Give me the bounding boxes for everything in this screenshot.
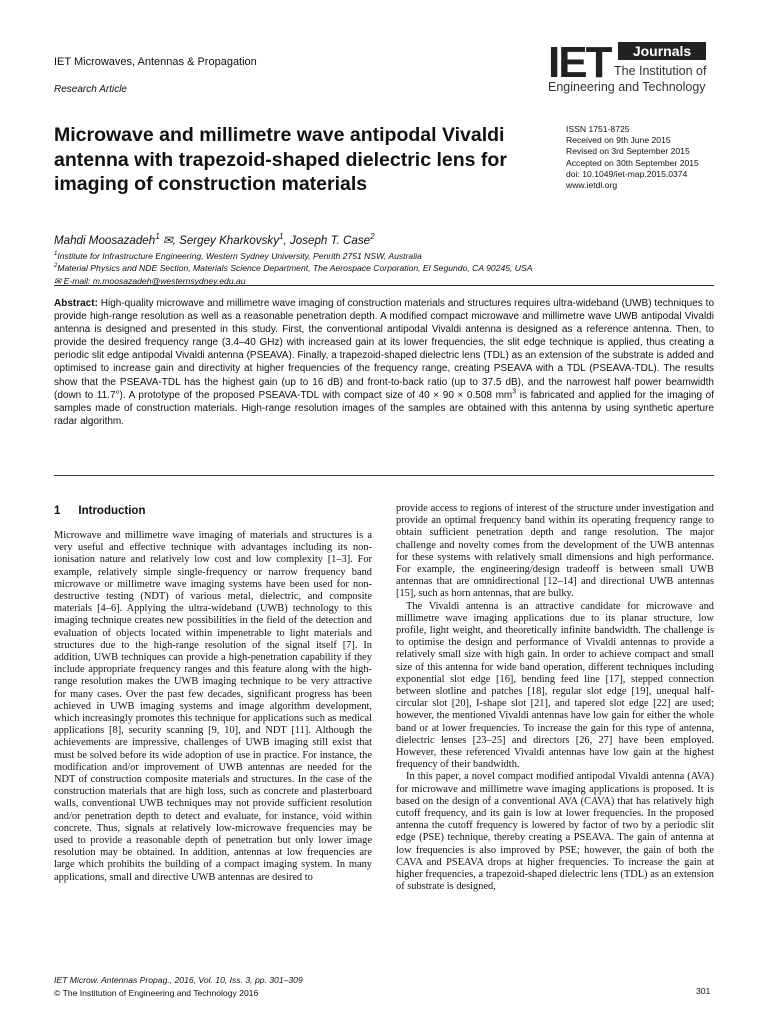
corresponding-email[interactable]: ✉ E-mail: m.moosazadeh@westernsydney.edu.au [54,275,246,286]
section-title: Introduction [78,505,146,517]
accepted-date: Accepted on 30th September 2015 [566,157,699,168]
issn: ISSN 1751-8725 [566,124,630,134]
logo-mark: IET [548,38,611,87]
left-column [54,504,372,884]
affiliation-1 [54,250,734,262]
divider-bottom [54,475,714,476]
website-link[interactable]: www.ietdl.org [566,180,618,191]
logo-line-1: The Institution of [614,64,707,78]
revised-date: Revised on 3rd September 2015 [566,146,690,157]
abstract [54,297,714,428]
abstract-text-2: is fabricated and applied for the imaging of samples made of construction materials. High-range resolution images of the samples are obtained with this antenna by using synthetic aperture radar algorithm. [54,389,715,427]
publication-info [566,124,746,191]
author-1-affil: 1 [155,232,160,242]
received-date: Received on 9th June 2015 [566,135,671,146]
affiliation-2-num: 2 [54,263,58,270]
logo-line-2: Engineering and Technology [548,80,706,94]
right-paragraph-1: provide access to regions of interest of the structure under investigation and provide an optimal frequency band within its operating frequency range to obtain sufficient penetration depth and range resolution. The major challenge and novelty comes from the development of the UWB antennas for these systems with relatively small dimensions and high performance. For example, the engineering/design tradeoff is between small UWB antennas that are omnidirectional [12–14] and directional UWB antennas [15], such as horn antennas, that are bulky. [396,503,714,600]
affiliations [54,250,734,287]
footer-citation: IET Microw. Antennas Propag., 2016, Vol. 10, Iss. 3, pp. 301–309 [54,975,303,985]
right-paragraph-2: The Vivaldi antenna is an attractive candidate for microwave and millimetre wave imaging applications due to its planar structure, low profile, light weight, and theoretically infinite bandwidth. The challenge is to optimise the design and performance of Vivaldi antennas to provide a relatively small size with high gain. In order to achieve compact and small size of this antenna for wide band operation, different techniques including exponential slot edge [16], bending feed line [17], stepped connection between slotline and patches [18], regular slot edge [19], unequal half-circular slot [20], I-shape slot [21], and tapered slot edge [22] are used; however, the mentioned Vivaldi antennas have low gain for either the whole band or at lower frequencies. To increase the gain for this type of antenna, dielectric lenses [23–25] and directors [26, 27] have been employed. However, these referenced Vivaldi antennas have low gain at the highest frequency of their bandwidth. [396,600,714,771]
affiliation-1-num: 1 [54,251,58,258]
mail-icon[interactable]: ✉ [162,234,173,247]
author-3: Joseph T. Case [289,234,371,247]
author-2: Sergey Kharkovsky [179,234,279,247]
footer-copyright: © The Institution of Engineering and Technology 2016 [54,988,259,998]
right-column [396,503,714,894]
divider-top [54,285,714,286]
affiliation-2-text: Material Physics and NDE Section, Materials Science Department, The Aerospace Corporation, El Segundo, CA 90245, USA [57,263,533,274]
author-2-affil: 1 [279,232,284,242]
section-number: 1 [54,505,61,517]
author-list: Mahdi Moosazadeh$^1$ ✉, Sergey Kharkovsky$^1$, Joseph T. Case$^2$ [54,232,375,247]
right-paragraph-3: In this paper, a novel compact modified antipodal Vivaldi antenna (AVA) for microwave and millimetre wave imaging applications is proposed. It is based on the design of a conventional AVA (CAVA) that has relatively high cutoff frequency, and its gain is low at lower frequencies. In the proposed antenna the cutoff frequency is lowered by factor of two by a periodic slit edge (PSE) technique, thereby creating a PSEAVA. The gain of antenna at low frequencies is also improved by PSE; however, the gain of both the CAVA and PSEAVA drops at higher frequencies. To increase the gain at higher frequencies, a trapezoid-shaped dielectric lens (TDL) as an extension of substrate is designed, [396,771,714,893]
journal-name: IET Microwaves, Antennas & Propagation [54,56,257,68]
iet-journals-logo [548,40,718,98]
abstract-sup: 3 [512,388,517,396]
doi-link[interactable]: doi: 10.1049/iet-map.2015.0374 [566,168,688,179]
author-3-affil: 2 [370,232,375,242]
logo-badge: Journals [618,42,706,60]
author-1: Mahdi Moosazadeh [54,234,156,247]
abstract-text-1: High-quality microwave and millimetre wave imaging of construction materials and structures requires ultra-wideband (UWB) techniques to provide high-range resolution as well as a reasonable penetration depth. A modified compact microwave and millimetre wave UWB antipodal Vivaldi antenna is designed and presented in this study. First, the conventional antipodal Vivaldi antenna is designed as a reference antenna. Then, to provide the desired frequency range (3.4–40 GHz) with increased gain at its lower frequencies, the slit edge technique is applied, thus creating a periodic slit edge antipodal Vivaldi antenna (PSEAVA). Finally, a trapezoid-shaped dielectric lens (TDL) as an extension of the substrate is added and optimised to increase gain and directivity at higher frequencies of the frequency range, creating PSEAVA with a TDL (PSEAVA-TDL). The results show that the PSEAVA-TDL has the highest gain (up to 16 dB) and front-to-back ratio (up to 37.5 dB), and the narrowest half power beamwidth (down to 11.7°). A prototype of the proposed PSEAVA-TDL with compact size of 40 × 90 × 0.508 mm [54,298,714,401]
abstract-label: Abstract: [54,298,98,309]
left-paragraph-1: Microwave and millimetre wave imaging of materials and structures is a very useful and effective technique with advantages including its non-ionisation nature and relatively low cost and low complexity [1–3]. For example, relatively simple single-frequency or narrow frequency band microwave or millimetre wave imaging systems have been used for non-destructive testing (NDT) of various metal, dielectric, and composite materials [4–6]. Applying the ultra-wideband (UWB) technology to this imaging technique creates new possibilities in the field of the detection and evaluation of objects located within impenetrable to light materials and structures due to the high-range resolution of the signal itself [7]. In addition, UWB techniques can provide a high-penetration capability if they include appropriate frequency ranges and this feature along with the high-range resolution makes the UWB imaging technique to be very attractive for many cases. Over the past few decades, significant progress has been achieved in UWB imaging systems and image algorithm development, which increasingly promotes this technique for applications such as medical applications [8], security scanning [9, 10], and NDT [11]. Although the achievements are impressive, challenges of UWB imaging still exist that must be solved before its wide adoption of use in practice. For instance, the modification and/or improvement of UWB antennas are needed for the NDT of construction composite materials and structures. In the case of the construction materials that are high loss, such as concrete and plasterboard walls, conventional UWB techniques may not provide sufficient resolution and/or penetration depth to detect and evaluate, for instance, void within concrete. Thus, signals at relatively low-microwave frequencies may be used to provide a reasonable depth of penetration but only lower image resolution may be obtained. In addition, antennas at low frequencies are large which prohibits the building of a compact imaging system. In many applications, small and directive UWB antennas are desired to [54,530,372,883]
article-title: Microwave and millimetre wave antipodal Vivaldi antenna with trapezoid-shaped dielectric lens for imaging of construction materials [54,124,507,195]
page-number: 301 [696,986,711,996]
affiliation-1-text: Institute for Infrastructure Engineering, Western Sydney University, Penrith 2751 NSW, Australia [57,251,422,261]
article-type: Research Article [54,84,127,95]
section-heading [54,504,372,518]
affiliation-2 [54,262,734,274]
